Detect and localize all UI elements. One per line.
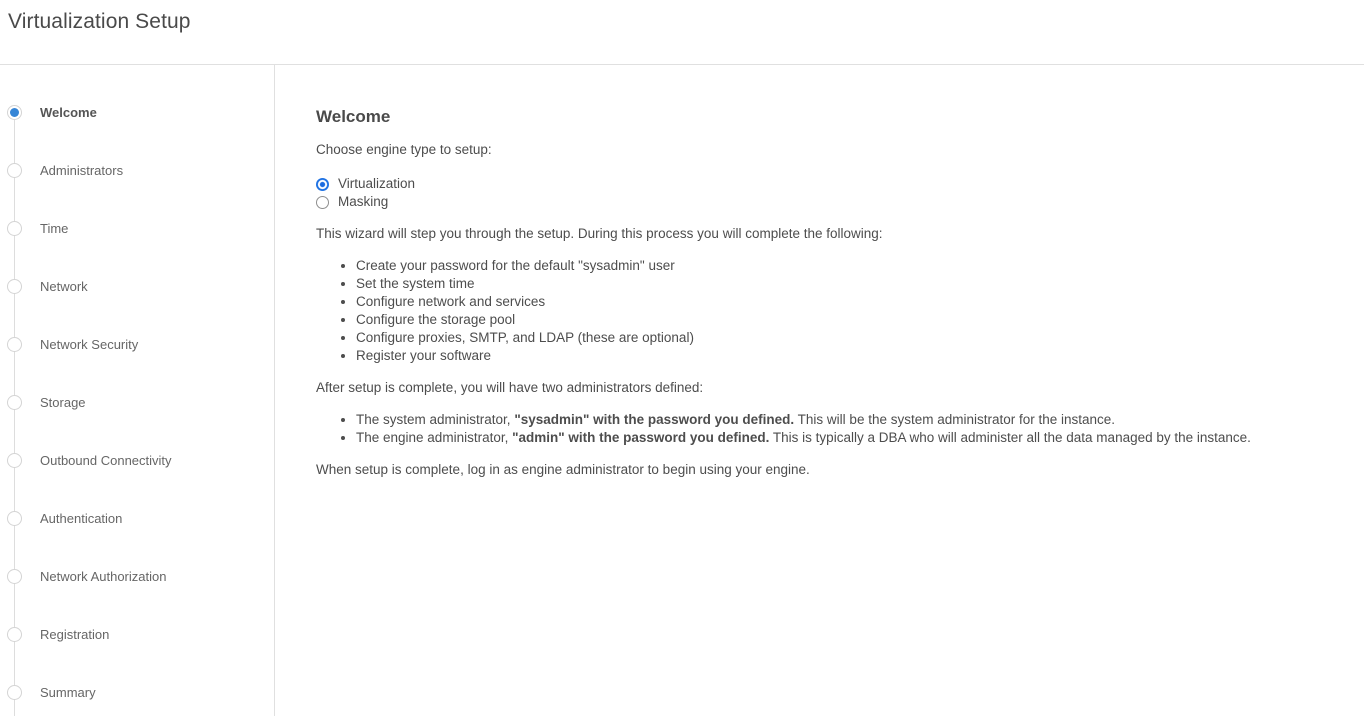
radio-unselected-icon[interactable] [316,196,329,209]
step-label: Outbound Connectivity [40,452,172,468]
step-label: Summary [40,684,96,700]
setup-task-item: • Register your software [356,347,1334,365]
setup-task-item: • Configure the storage pool [356,311,1334,329]
administrators-description: After setup is complete, you will have two administrators defined: [316,380,704,395]
step-label: Network Security [40,336,139,352]
step-radio-icon [7,279,22,294]
sidebar-step-summary[interactable] [0,663,274,716]
content-heading: Welcome [316,107,391,126]
step-label: Welcome [40,104,97,120]
sidebar-step-outbound-connectivity[interactable] [0,431,274,489]
sidebar-step-time[interactable] [0,199,274,257]
engine-option-masking[interactable] [316,193,1334,211]
step-radio-icon [7,453,22,468]
administrator-item: • The engine administrator, "admin" with the password you defined. This is typically a DBA who will administer all the data managed by the instance. [356,429,1334,447]
step-radio-icon [7,337,22,352]
step-label: Authentication [40,510,123,526]
wizard-content-panel [275,65,1364,716]
choose-engine-prompt: Choose engine type to setup: [316,142,492,157]
setup-task-list [316,257,1334,365]
sidebar-step-registration[interactable] [0,605,274,663]
sidebar-step-network-security[interactable] [0,315,274,373]
administrator-item: • The system administrator, "sysadmin" with the password you defined. This will be the system administrator for the instance. [356,411,1334,429]
step-label: Administrators [40,162,124,178]
sidebar-step-network-authorization[interactable] [0,547,274,605]
step-radio-icon [7,395,22,410]
step-radio-icon [7,221,22,236]
step-radio-icon [7,627,22,642]
administrator-list [316,411,1334,447]
step-radio-icon [7,685,22,700]
step-label: Storage [40,394,86,410]
sidebar-step-authentication[interactable] [0,489,274,547]
step-radio-icon [7,105,22,120]
setup-task-item: • Set the system time [356,275,1334,293]
sidebar-step-administrators[interactable] [0,141,274,199]
setup-task-item: • Create your password for the default "sysadmin" user [356,257,1334,275]
admin-credential-bold: "admin" with the password you defined. [512,430,770,445]
engine-option-virtualization[interactable] [316,175,1334,193]
page-title: Virtualization Setup [8,10,191,33]
setup-wizard [0,65,1364,716]
closing-note: When setup is complete, log in as engine administrator to begin using your engine. [316,462,810,477]
step-label: Network [40,278,88,294]
radio-selected-icon[interactable] [316,178,329,191]
radio-label: Virtualization [338,176,416,191]
admin-credential-bold: "sysadmin" with the password you defined. [514,412,795,427]
wizard-stepper-sidebar [0,65,275,716]
radio-label: Masking [338,194,389,209]
wizard-description: This wizard will step you through the setup. During this process you will complete the following: [316,226,883,241]
step-label: Registration [40,626,110,642]
page-header [0,0,1364,65]
step-radio-icon [7,569,22,584]
setup-task-item: • Configure proxies, SMTP, and LDAP (these are optional) [356,329,1334,347]
sidebar-step-welcome[interactable] [0,83,274,141]
step-label: Network Authorization [40,568,167,584]
engine-type-radio-group [316,175,1334,211]
step-label: Time [40,220,69,236]
sidebar-step-storage[interactable] [0,373,274,431]
active-step-dot-icon [10,108,19,117]
sidebar-step-network[interactable] [0,257,274,315]
step-radio-icon [7,511,22,526]
setup-task-item: • Configure network and services [356,293,1334,311]
step-radio-icon [7,163,22,178]
